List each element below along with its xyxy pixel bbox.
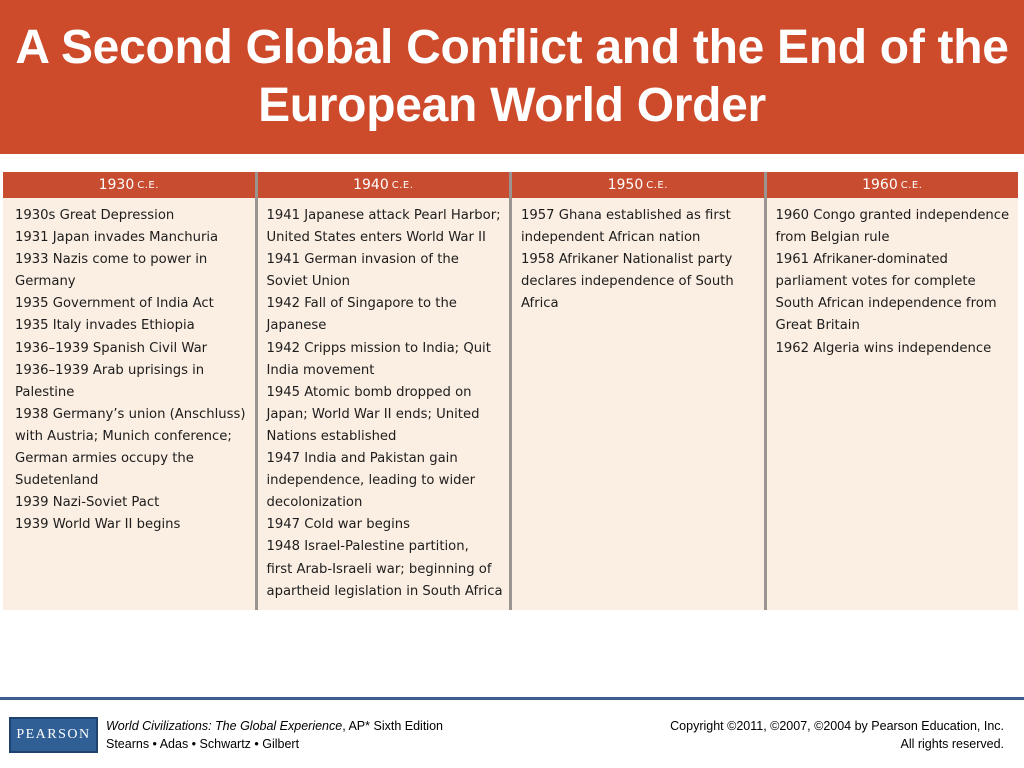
column-era: C.E.	[391, 179, 414, 191]
event-line: Sudetenland	[15, 473, 99, 489]
footer	[0, 705, 1024, 768]
column-header	[512, 172, 764, 198]
event-line: 1939 Nazi-Soviet Pact	[15, 495, 160, 511]
rights-line: All rights reserved.	[900, 737, 1004, 751]
event-line: 1939 World War II begins	[15, 517, 181, 533]
event-line: Japan; World War II ends; United	[266, 406, 480, 422]
column-header	[258, 172, 510, 198]
event-line: United States enters World War II	[266, 230, 486, 246]
footer-rule	[0, 697, 1024, 700]
event-line: 1947 Cold war begins	[266, 517, 410, 533]
event-line: from Belgian rule	[775, 230, 890, 246]
event-line: 1948 Israel-Palestine partition,	[266, 539, 469, 555]
column-header	[3, 172, 255, 198]
book-citation	[106, 717, 443, 753]
event-line: independence, leading to wider	[266, 473, 476, 489]
event-line: 1941 German invasion of the	[266, 252, 459, 268]
event-list	[512, 198, 764, 315]
event-line: South African independence from	[775, 296, 997, 312]
column-era: C.E.	[137, 179, 159, 191]
event-line: Palestine	[15, 384, 75, 400]
column-era: C.E.	[646, 179, 668, 191]
event-line: declares independence of South	[521, 274, 734, 290]
event-line: Soviet Union	[266, 274, 350, 290]
event-line: 1958 Afrikaner Nationalist party	[521, 252, 733, 268]
column-header	[767, 172, 1019, 198]
event-line: 1935 Italy invades Ethiopia	[15, 318, 195, 334]
timeline-column-1960	[764, 172, 1019, 610]
event-line: 1936–1939 Arab uprisings in	[15, 362, 205, 378]
copyright-notice	[670, 717, 1004, 753]
event-line: 1936–1939 Spanish Civil War	[15, 340, 208, 356]
event-line: India movement	[266, 362, 375, 378]
event-list	[3, 198, 255, 536]
event-line: 1962 Algeria wins independence	[775, 340, 992, 356]
event-line: parliament votes for complete	[775, 274, 976, 290]
event-line: Nations established	[266, 428, 397, 444]
event-line: 1933 Nazis come to power in	[15, 252, 208, 268]
copyright-line: Copyright ©2011, ©2007, ©2004 by Pearson Education, Inc.	[670, 719, 1004, 733]
event-line: German armies occupy the	[15, 451, 194, 467]
event-line: 1957 Ghana established as first	[521, 208, 731, 223]
event-line: first Arab-Israeli war; beginning of	[266, 561, 492, 577]
slide-title: A Second Global Conflict and the End of the European World Order	[15, 21, 1009, 132]
event-line: Great Britain	[775, 318, 860, 334]
event-list	[258, 198, 510, 603]
event-line: 1947 India and Pakistan gain	[266, 451, 458, 467]
timeline-column-1940	[255, 172, 510, 610]
timeline-column-1950	[509, 172, 764, 610]
column-year: 1960	[862, 177, 898, 193]
event-line: 1945 Atomic bomb dropped on	[266, 384, 472, 400]
title-band	[0, 0, 1024, 154]
event-line: Africa	[521, 296, 559, 312]
event-line: independent African nation	[521, 230, 701, 246]
pearson-logo: PEARSON	[9, 717, 98, 753]
book-title: World Civilizations: The Global Experience	[106, 719, 343, 733]
event-line: Japanese	[266, 318, 327, 334]
event-line: Germany	[15, 274, 76, 290]
event-line: 1942 Cripps mission to India; Quit	[266, 340, 491, 356]
column-year: 1940	[353, 177, 389, 193]
book-authors: Stearns • Adas • Schwartz • Gilbert	[106, 737, 300, 751]
timeline-table	[3, 172, 1018, 610]
event-line: apartheid legislation in South Africa	[266, 583, 503, 599]
timeline-column-1930	[3, 172, 255, 610]
event-list	[767, 198, 1019, 360]
event-line: 1960 Congo granted independence	[775, 208, 1010, 223]
event-line: decolonization	[266, 495, 363, 511]
event-line: with Austria; Munich conference;	[15, 428, 232, 444]
event-line: 1931 Japan invades Manchuria	[15, 230, 219, 246]
column-era: C.E.	[900, 179, 923, 191]
event-line: 1961 Afrikaner-dominated	[775, 252, 948, 268]
column-year: 1950	[607, 177, 644, 193]
event-line: 1935 Government of India Act	[15, 296, 214, 312]
event-line: 1938 Germany’s union (Anschluss)	[15, 406, 246, 422]
event-line: 1930s Great Depression	[15, 208, 175, 223]
event-line: 1942 Fall of Singapore to the	[266, 296, 457, 312]
event-line: 1941 Japanese attack Pearl Harbor;	[266, 208, 501, 223]
column-year: 1930	[98, 177, 135, 193]
book-edition: , AP* Sixth Edition	[342, 719, 443, 733]
